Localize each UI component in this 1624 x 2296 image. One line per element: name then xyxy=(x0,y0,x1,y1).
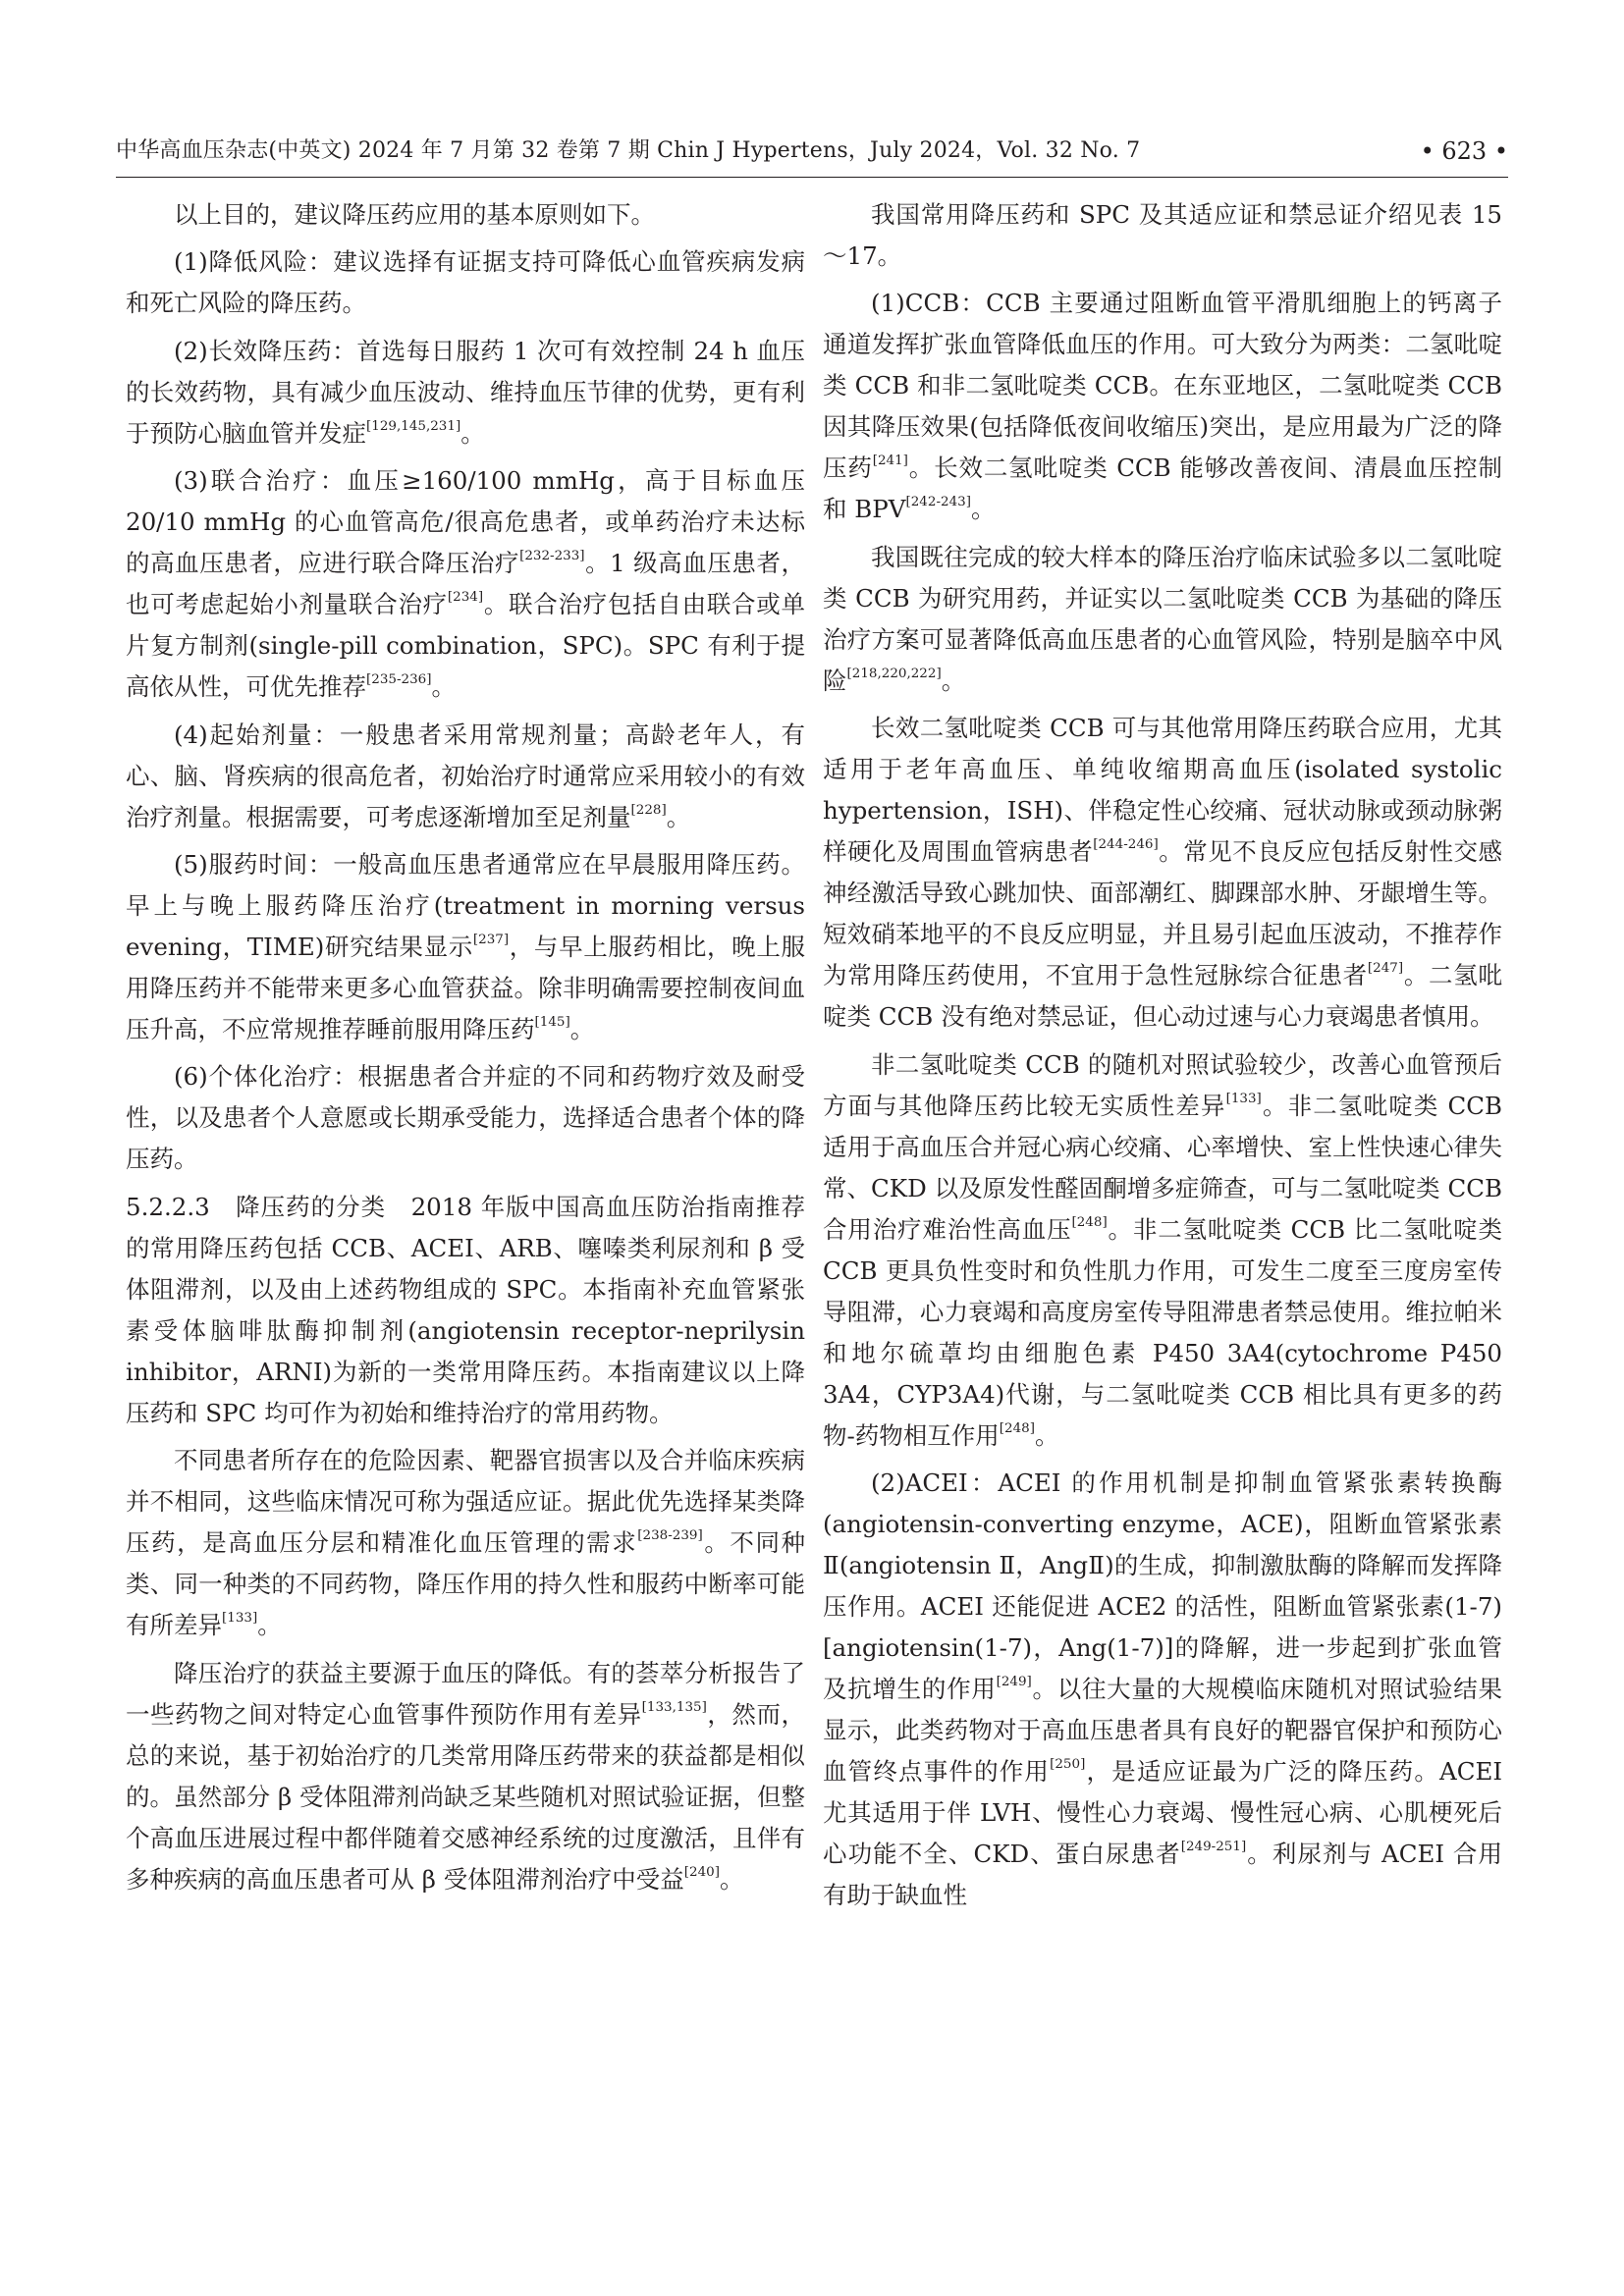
paragraph xyxy=(126,241,805,324)
paragraph-text: (2)ACEI：ACEI 的作用机制是抑制血管紧张素转换酶(angiotensin-converting enzyme，ACE)，阻断血管紧张素Ⅱ(angiotensin Ⅱ，AngⅡ)的生成，抑制激肽酶的降解而发挥降压作用。ACEI 还能促进 ACE2 的活性，阻断血管紧张素(1-7)[angiotensin(1-7)，Ang(1-7)]的降解，进一步起到扩张血管及抗增生的作用 xyxy=(823,1468,1502,1703)
paragraph xyxy=(126,1056,805,1180)
citation-ref: [248] xyxy=(999,1419,1035,1436)
running-header xyxy=(116,133,1508,169)
paragraph-text: (2)长效降压药：首选每日服药 1 次可有效控制 24 h 血压的长效药物，具有减少血压波动、维持血压节律的优势，更有利于预防心脑血管并发症 xyxy=(126,336,805,448)
paragraph-text: ，是适应证最为广泛的降压药。ACEI 尤其适用于伴 LVH、慢性心力衰竭、慢性冠心病、心肌梗死后心功能不全、CKD、蛋白尿患者 xyxy=(823,1756,1503,1868)
paragraph-text: 。 xyxy=(257,1611,282,1640)
paragraph-text: 。 xyxy=(970,495,996,524)
paragraph-text: 。非二氢吡啶类 CCB 适用于高血压合并冠心病心绞痛、心率增快、室上性快速心律失常、CKD 以及原发性醛固酮增多症筛查，可与二氢吡啶类 CCB 合用治疗难治性高血压 xyxy=(823,1091,1502,1244)
citation-ref: [218,220,222] xyxy=(846,665,942,681)
citation-ref: [244-246] xyxy=(1093,836,1159,853)
paragraph-text: (1)CCB：CCB 主要通过阻断血管平滑肌细胞上的钙离子通道发挥扩张血管降低血压的作用。可大致分为两类：二氢吡啶类 CCB 和非二氢吡啶类 CCB。在东亚地区，二氢吡啶类 CCB 因其降压效果(包括降低夜间收缩压)突出，是应用最为广泛的降压药 xyxy=(823,289,1502,483)
citation-ref: [248] xyxy=(1071,1213,1108,1230)
citation-ref: [249] xyxy=(996,1673,1032,1689)
journal-citation: 中华高血压杂志(中英文) 2024 年 7 月第 32 卷第 7 期 Chin J Hypertens，July 2024，Vol. 32 No. 7 xyxy=(116,138,1141,163)
paragraph-text: 。联合治疗包括自由联合或单片复方制剂(single-pill combination，SPC)。SPC 有利于提高依从性，可优先推荐 xyxy=(126,590,805,702)
citation-ref: [249-251] xyxy=(1180,1838,1247,1854)
paragraph-text: 。常见不良反应包括反射性交感神经激活导致心跳加快、面部潮红、脚踝部水肿、牙龈增生等。短效硝苯地平的不良反应明显，并且易引起血压波动，不推荐作为常用降压药使用，不宜用于急性冠脉综合征患者 xyxy=(823,837,1503,990)
right-column xyxy=(823,194,1502,1922)
paragraph xyxy=(823,194,1502,277)
paragraph-text: 。以往大量的大规模临床随机对照试验结果显示，此类药物对于高血压患者具有良好的靶器官保护和预防心血管终点事件的作用 xyxy=(823,1674,1503,1786)
paragraph-text: 降压治疗的获益主要源于血压的降低。有的荟萃分析报告了一些药物之间对特定心血管事件预防作用有差异 xyxy=(126,1658,805,1729)
paragraph-text: (1)降低风险：建议选择有证据支持可降低心血管疾病发病和死亡风险的降压药。 xyxy=(126,247,805,318)
paragraph xyxy=(126,1653,805,1900)
citation-ref: [242-243] xyxy=(905,494,971,510)
page-number: • 623 • xyxy=(1420,137,1508,165)
paragraph-text: 。非二氢吡啶类 CCB 比二氢吡啶类 CCB 更具负性变时和负性肌力作用，可发生二度至三度房室传导阻滞，心力衰竭和高度房室传导阻滞患者禁忌使用。维拉帕米和地尔硫䓬均由细胞色素 P450 3A4(cytochrome P450 3A4，CYP3A4)代谢，与二氢吡啶类 CCB 相比具有更多的药物-药物相互作用 xyxy=(823,1214,1502,1450)
citation-ref: [234] xyxy=(447,589,484,606)
paragraph-text: (3)联合治疗：血压≥160/100 mmHg，高于目标血压 20/10 mmHg 的心血管高危/很高危患者，或单药治疗未达标的高血压患者，应进行联合降压治疗 xyxy=(126,466,805,578)
paragraph-text: 我国既往完成的较大样本的降压治疗临床试验多以二氢吡啶类 CCB 为研究用药，并证实以二氢吡啶类 CCB 为基础的降压治疗方案可显著降低高血压患者的心血管风险，特别是脑卒中风险 xyxy=(823,542,1502,695)
citation-ref: [237] xyxy=(472,931,510,947)
paragraph xyxy=(823,1044,1502,1457)
paragraph-text: (4)起始剂量：一般患者采用常规剂量；高龄老年人，有心、脑、肾疾病的很高危者，初始治疗时通常应采用较小的有效治疗剂量。根据需要，可考虑逐渐增加至足剂量 xyxy=(126,720,805,831)
paragraph-text: 长效二氢吡啶类 CCB 可与其他常用降压药联合应用，尤其适用于老年高血压、单纯收缩期高血压(isolated systolic hypertension，ISH)、伴稳定性心绞痛、冠状动脉或颈动脉粥样硬化及周围血管病患者 xyxy=(823,714,1502,867)
citation-ref: [241] xyxy=(872,453,908,469)
paragraph-text: ，然而，总的来说，基于初始治疗的几类常用降压药带来的获益都是相似的。虽然部分 β 受体阻滞剂尚缺乏某些随机对照试验证据，但整个高血压进展过程中都伴随着交感神经系统的过度激活，且伴有多种疾病的高血压患者可从 β 受体阻滞剂治疗中受益 xyxy=(126,1699,805,1894)
citation-ref: [250] xyxy=(1050,1755,1086,1772)
paragraph-text: 以上目的，建议降压药应用的基本原则如下。 xyxy=(174,200,655,229)
paragraph-text: 。 xyxy=(666,802,691,831)
paragraph-text: 。 xyxy=(1035,1420,1059,1450)
paragraph-text: 。 xyxy=(719,1864,744,1894)
paragraph xyxy=(126,194,805,236)
paragraph-text: 5.2.2.3 降压药的分类 2018 年版中国高血压防治指南推荐的常用降压药包括 CCB、ACEI、ARB、噻嗪类利尿剂和 β 受体阻滞剂，以及由上述药物组成的 SPC。本指南补充血管紧张素受体脑啡肽酶抑制剂(angiotensin receptor-neprilysin inhibitor，ARNI)为新的一类常用降压药。本指南建议以上降压药和 SPC 均可作为初始和维持治疗的常用药物。 xyxy=(126,1192,805,1427)
citation-ref: [129,145,231] xyxy=(366,417,461,434)
paragraph xyxy=(126,715,805,838)
paragraph-text: 我国常用降压药和 SPC 及其适应证和禁忌证介绍见表 15～17。 xyxy=(823,200,1502,270)
citation-ref: [228] xyxy=(630,801,667,818)
paragraph xyxy=(126,1187,805,1434)
paragraph-text: 。 xyxy=(431,672,456,702)
citation-ref: [133,135] xyxy=(641,1698,707,1715)
citation-ref: [133] xyxy=(1225,1090,1262,1106)
citation-ref: [235-236] xyxy=(366,671,432,688)
citation-ref: [238-239] xyxy=(637,1527,703,1543)
paragraph-text: 。1 级高血压患者，也可考虑起始小剂量联合治疗 xyxy=(126,549,806,619)
paragraph xyxy=(126,460,805,708)
paragraph-text: 。二氢吡啶类 CCB 没有绝对禁忌证，但心动过速与心力衰竭患者慎用。 xyxy=(823,961,1502,1032)
citation-ref: [240] xyxy=(683,1863,720,1880)
citation-ref: [145] xyxy=(534,1013,570,1030)
paragraph-text: ，与早上服药相比，晚上服用降压药并不能带来更多心血管获益。除非明确需要控制夜间血压升高，不应常规推荐睡前服用降压药 xyxy=(126,932,806,1043)
paragraph xyxy=(823,537,1502,702)
paragraph-text: (5)服药时间：一般高血压患者通常应在早晨服用降压药。早上与晚上服药降压治疗(treatment in morning versus evening，TIME)研究结果显示 xyxy=(126,849,805,961)
paragraph-text: 不同患者所存在的危险因素、靶器官损害以及合并临床疾病并不相同，这些临床情况可称为强适应证。据此优先选择某类降压药，是高血压分层和精准化血压管理的需求 xyxy=(126,1446,805,1558)
paragraph xyxy=(126,331,805,454)
paragraph-text: 。长效二氢吡啶类 CCB 能够改善夜间、清晨血压控制和 BPV xyxy=(823,454,1502,524)
paragraph xyxy=(823,283,1502,530)
header-rule xyxy=(116,177,1508,178)
paragraph-text: 。 xyxy=(569,1014,595,1043)
citation-ref: [247] xyxy=(1367,960,1404,977)
paragraph xyxy=(126,844,805,1050)
paragraph-text: 非二氢吡啶类 CCB 的随机对照试验较少，改善心血管预后方面与其他降压药比较无实质性差异 xyxy=(823,1049,1502,1120)
paragraph xyxy=(126,1440,805,1646)
paragraph-text: (6)个体化治疗：根据患者合并症的不同和药物疗效及耐受性，以及患者个人意愿或长期承受能力，选择适合患者个体的降压药。 xyxy=(126,1062,805,1174)
left-column xyxy=(126,194,805,1906)
paragraph xyxy=(823,1463,1502,1916)
paragraph xyxy=(823,708,1502,1038)
paragraph-text: 。 xyxy=(460,418,485,448)
citation-ref: [133] xyxy=(222,1610,258,1626)
paragraph-text: 。不同种类、同一种类的不同药物，降压作用的持久性和服药中断率可能有所差异 xyxy=(126,1528,806,1640)
citation-ref: [232-233] xyxy=(519,548,585,564)
paragraph-text: 。 xyxy=(941,666,966,695)
paragraph-text: 。利尿剂与 ACEI 合用有助于缺血性 xyxy=(823,1839,1502,1909)
